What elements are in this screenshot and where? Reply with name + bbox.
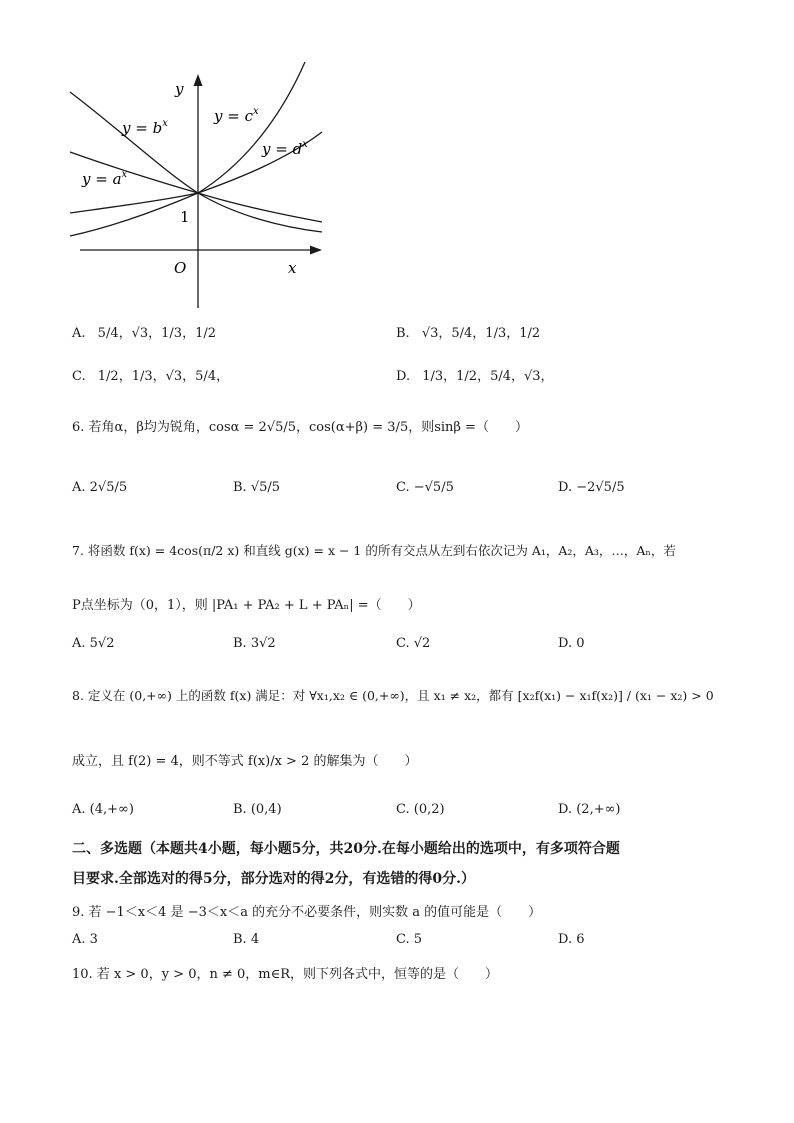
q6-option-d[interactable]: D. −2√5/5: [558, 480, 625, 495]
q7-option-b[interactable]: B. 3√2: [233, 636, 276, 651]
q8-option-b[interactable]: B. (0,4): [233, 802, 282, 817]
q5-option-d-text: 1/3，1/2，5/4，√3，: [422, 369, 554, 384]
q5-option-b[interactable]: [396, 322, 540, 341]
curve-c-left: [70, 193, 198, 236]
curve-d-left: [70, 193, 198, 213]
q5-option-a[interactable]: [72, 322, 216, 341]
q7-stem-line1: 7. 将函数 f(x) = 4cos(π/2 x) 和直线 g(x) = x − 1 的所有交点从左到右依次记为 A₁，A₂，A₃，…，Aₙ，若: [72, 543, 676, 558]
y-axis-arrow-icon: [194, 74, 203, 86]
q8-option-d[interactable]: D. (2,+∞): [558, 802, 621, 817]
x-axis-arrow-icon: [310, 246, 322, 255]
section-2-heading-line1: 二、多选题（本题共4小题，每小题5分，共20分.在每小题给出的选项中，有多项符合题: [72, 841, 620, 857]
x-axis-label: x: [288, 259, 297, 277]
curve-c: [198, 62, 305, 193]
q6-option-b[interactable]: B. √5/5: [233, 480, 281, 495]
q5-option-d-label: D.: [396, 369, 411, 384]
q9-option-c[interactable]: C. 5: [396, 932, 423, 947]
q8-stem-line1: 8. 定义在 (0,+∞) 上的函数 f(x) 满足：对 ∀x₁,x₂ ∈ (0,+∞)，且 x₁ ≠ x₂，都有 [x₂f(x₁) − x₁f(x₂)] / (x₁ − x₂) > 0: [72, 688, 714, 703]
exponential-graph: [60, 60, 340, 315]
q7-option-c[interactable]: C. √2: [396, 636, 431, 651]
q5-option-a-text: 5/4，√3，1/3，1/2: [97, 326, 216, 341]
q10-stem: 10. 若 x > 0，y > 0，n ≠ 0，m∈R，则下列各式中，恒等的是（ ）: [72, 967, 499, 982]
q5-option-b-label: B.: [396, 326, 410, 341]
label-b: $y = b^x$: [122, 118, 168, 137]
q6-option-c[interactable]: C. −√5/5: [396, 480, 454, 495]
origin-label: O: [174, 259, 187, 277]
q5-option-c-text: 1/2，1/3，√3，5/4，: [97, 369, 230, 384]
q9-option-d[interactable]: D. 6: [558, 932, 585, 947]
q9-option-b[interactable]: B. 4: [233, 932, 260, 947]
q8-stem-line2: 成立，且 f(2) = 4，则不等式 f(x)/x > 2 的解集为（ ）: [72, 754, 418, 769]
q7-option-d[interactable]: D. 0: [558, 636, 585, 651]
q6-option-a[interactable]: A. 2√5/5: [72, 480, 128, 495]
q8-option-a[interactable]: A. (4,+∞): [72, 802, 134, 817]
label-c: $y = c^x$: [214, 106, 259, 125]
section-2-heading-line2: 目要求.全部选对的得5分，部分选对的得2分，有选错的得0分.）: [72, 871, 475, 887]
label-a: $y = a^x$: [82, 169, 128, 188]
label-d: $y = d^x$: [262, 139, 308, 158]
curve-b: [70, 92, 322, 232]
y-axis-label: y: [175, 80, 184, 98]
q5-option-c-label: C.: [72, 369, 86, 384]
q8-option-c[interactable]: C. (0,2): [396, 802, 445, 817]
q9-stem: 9. 若 −1＜x＜4 是 −3＜x＜a 的充分不必要条件，则实数 a 的值可能是（ ）: [72, 905, 542, 920]
q5-option-a-label: A.: [72, 326, 86, 341]
q5-option-d[interactable]: [396, 365, 554, 384]
q5-option-b-text: √3，5/4，1/3，1/2: [421, 326, 541, 341]
q9-option-a[interactable]: A. 3: [72, 932, 98, 947]
q6-stem: 6. 若角α，β均为锐角，cosα = 2√5/5，cos(α+β) = 3/5，则sinβ =（ ）: [72, 420, 528, 435]
q5-option-c[interactable]: [72, 365, 229, 384]
q7-option-a[interactable]: A. 5√2: [72, 636, 115, 651]
one-label: 1: [180, 208, 190, 226]
q7-stem-line2: P点坐标为（0，1），则 |PA₁ + PA₂ + L + PAₙ| =（ ）: [72, 598, 421, 613]
